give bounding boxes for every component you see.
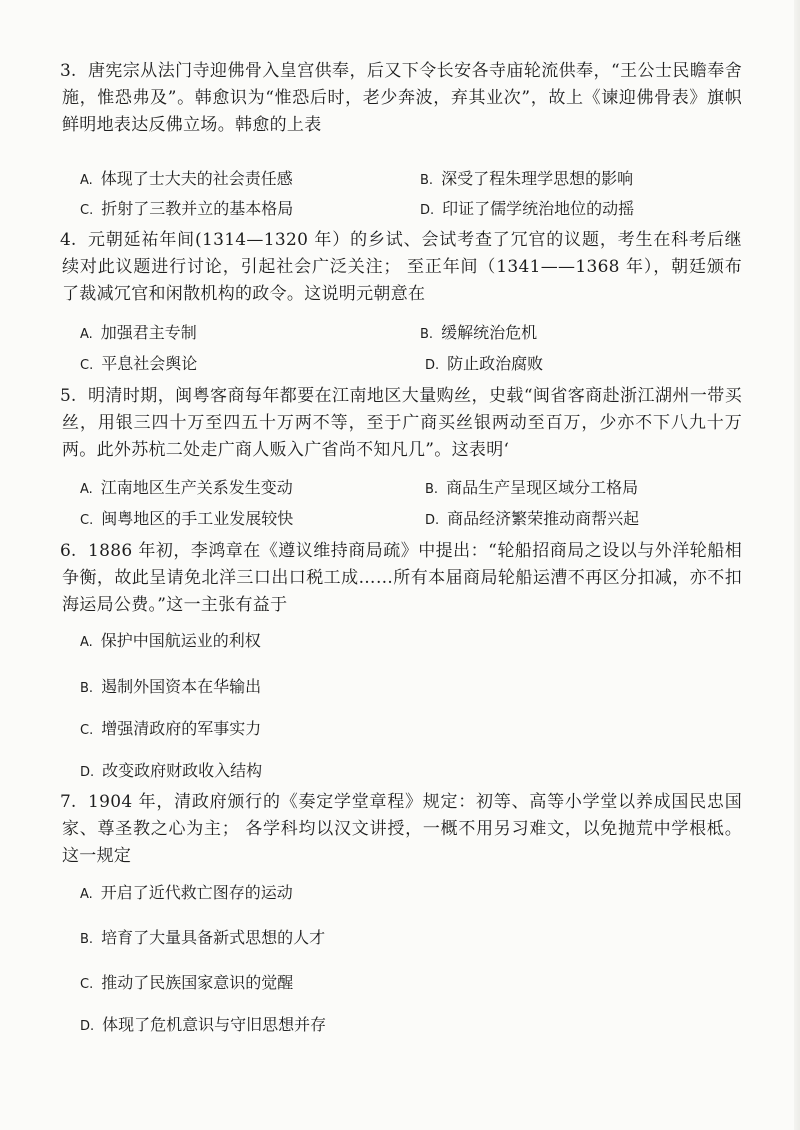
option-text: 印证了儒学统治地位的动摇: [442, 199, 635, 218]
option-letter: B.: [420, 327, 434, 342]
question-text: 1886 年初，李鸿章在《遵议维持商局疏》中提出：“轮船招商局之设以与外洋轮船相争衡，故此呈请免北洋三口出口税工成……所有本届商局轮船运漕不再区分扣减，亦不扣海运局公费。”这一主张有益于: [62, 541, 742, 615]
option-text: 开启了近代救亡图存的运动: [100, 883, 293, 902]
option-text: 折射了三教并立的基本格局: [101, 199, 294, 218]
option-letter: C.: [80, 723, 94, 738]
option-text: 商品经济繁荣推动商帮兴起: [447, 509, 640, 528]
option-letter: B.: [425, 482, 439, 497]
option-b: [425, 477, 638, 501]
option-c: [80, 198, 293, 222]
option-a: [80, 168, 293, 192]
option-letter: A.: [80, 327, 93, 342]
option-b: [80, 676, 261, 700]
option-text: 增强清政府的军事实力: [101, 719, 262, 738]
question-5: [62, 383, 742, 464]
option-b: [420, 322, 537, 346]
question-6: [62, 538, 742, 619]
option-letter: B.: [420, 173, 434, 188]
option-text: 体现了士大夫的社会责任感: [100, 169, 293, 188]
question-text: 元朝延祐年间(1314—1320 年）的乡试、会试考查了冗官的议题，考生在科考后继续对此议题进行讨论，引起社会广泛关注； 至正年间（1341——1368 年），朝廷颁布了裁减冗官和闲散机构的政令。这说明元朝意在: [62, 230, 742, 304]
option-letter: A.: [80, 635, 93, 650]
option-text: 深受了程朱理学思想的影响: [441, 169, 634, 188]
option-c: [80, 508, 293, 532]
option-c: [80, 718, 261, 742]
option-text: 闽粤地区的手工业发展较快: [101, 509, 294, 528]
option-text: 培育了大量具备新式思想的人才: [101, 928, 326, 947]
question-stem: [62, 58, 742, 139]
option-letter: A.: [80, 173, 93, 188]
option-letter: C.: [80, 203, 94, 218]
option-d: [420, 198, 634, 222]
option-text: 江南地区生产关系发生变动: [100, 478, 293, 497]
option-text: 缓解统治危机: [441, 323, 538, 342]
option-d: [425, 353, 543, 377]
option-letter: A.: [80, 887, 93, 902]
option-letter: C.: [80, 358, 94, 373]
question-stem: [62, 538, 742, 619]
option-letter: A.: [80, 482, 93, 497]
option-text: 推动了民族国家意识的觉醒: [101, 973, 294, 992]
question-text: 1904 年，清政府颁行的《奏定学堂章程》规定：初等、高等小学堂以养成国民忠国家、尊圣教之心为主； 各学科均以汉文讲授，一概不用另习难文，以免抛荒中学根柢。这一规定: [62, 792, 742, 866]
option-letter: D.: [425, 358, 440, 373]
option-a: [80, 477, 293, 501]
question-number: 7.: [60, 792, 77, 812]
option-d: [80, 1014, 326, 1038]
option-b: [80, 927, 325, 951]
question-text: 明清时期，闽粤客商每年都要在江南地区大量购丝，史载“闽省客商赴浙江湖州一带买丝，用银三四十万至四五十万两不等，至于广商买丝银两动至百万，少亦不下八九十万两。此外苏杭二处走广商人贩入广省尚不知凡几”。这表明‘: [62, 386, 742, 460]
option-letter: D.: [420, 203, 435, 218]
option-text: 平息社会舆论: [101, 354, 198, 373]
question-text: 唐宪宗从法门寺迎佛骨入皇宫供奉，后又下令长安各寺庙轮流供奉，“王公士民瞻奉舍施，惟恐弗及”。韩愈识为“惟恐后时，老少奔波，弃其业次”，故上《谏迎佛骨表》旗帜鲜明地表达反佛立场。韩愈的上表: [62, 61, 742, 135]
option-letter: C.: [80, 513, 94, 528]
option-a: [80, 630, 261, 654]
option-text: 加强君主专制: [100, 323, 197, 342]
option-c: [80, 972, 293, 996]
option-text: 商品生产呈现区域分工格局: [446, 478, 639, 497]
option-text: 遏制外国资本在华输出: [101, 677, 262, 696]
question-3: [62, 58, 742, 139]
option-letter: D.: [425, 513, 440, 528]
option-b: [420, 168, 633, 192]
option-a: [80, 882, 293, 906]
option-letter: B.: [80, 932, 94, 947]
option-letter: C.: [80, 977, 94, 992]
question-number: 4.: [60, 230, 77, 250]
option-text: 保护中国航运业的利权: [100, 631, 261, 650]
question-number: 3.: [60, 61, 77, 81]
option-text: 改变政府财政收入结构: [102, 761, 263, 780]
option-letter: B.: [80, 681, 94, 696]
option-d: [425, 508, 639, 532]
question-stem: [62, 383, 742, 464]
option-letter: D.: [80, 1019, 95, 1034]
option-letter: D.: [80, 765, 95, 780]
option-c: [80, 353, 197, 377]
option-a: [80, 322, 197, 346]
question-4: [62, 227, 742, 308]
option-text: 体现了危机意识与守旧思想并存: [102, 1015, 327, 1034]
question-number: 6.: [60, 541, 77, 561]
option-d: [80, 760, 262, 784]
question-number: 5.: [60, 386, 77, 406]
option-text: 防止政治腐败: [447, 354, 544, 373]
question-stem: [62, 227, 742, 308]
question-stem: [62, 789, 742, 870]
scan-edge-shadow: [794, 0, 800, 1130]
question-7: [62, 789, 742, 870]
